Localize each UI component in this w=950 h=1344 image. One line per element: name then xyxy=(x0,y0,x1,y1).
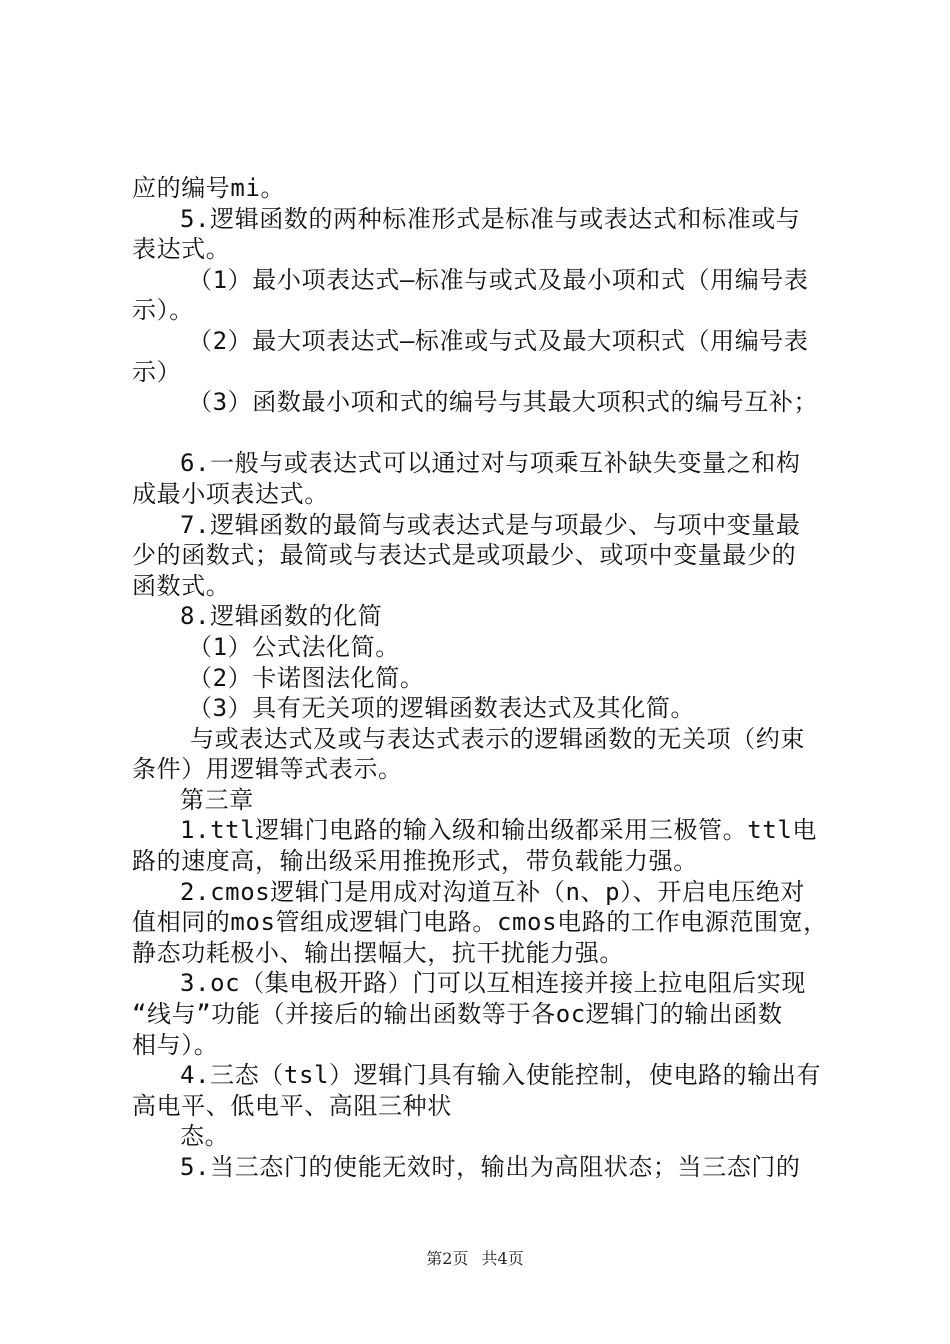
text-line: 3.oc（集电极开路）门可以互相连接并接上拉电阻后实现 xyxy=(180,969,806,998)
text-line: 6.一般与或表达式可以通过对与项乘互补缺失变量之和构 xyxy=(180,449,801,478)
text-line: 态。 xyxy=(180,1122,230,1151)
text-line: 相与）。 xyxy=(132,1030,219,1059)
text-line: 少的函数式；最简或与表达式是或项最少、或项中变量最少的 xyxy=(132,541,797,570)
text-line: （3）具有无关项的逻辑函数表达式及其化简。 xyxy=(188,694,696,723)
text-line: 条件）用逻辑等式表示。 xyxy=(132,755,403,784)
text-line: 2.cmos逻辑门是用成对沟道互补（n、p）、开启电压绝对 xyxy=(180,877,805,906)
text-line: （3）函数最小项和式的编号与其最大项积式的编号互补； xyxy=(188,388,819,417)
text-line: 与或表达式及或与表达式表示的逻辑函数的无关项（约束 xyxy=(190,724,805,753)
text-line: 7.逻辑函数的最简与或表达式是与项最少、与项中变量最 xyxy=(180,510,801,539)
text-line: 路的速度高，输出级采用推挽形式，带负载能力强。 xyxy=(132,847,698,876)
chapter-heading: 第三章 xyxy=(180,785,254,814)
text-line: 函数式。 xyxy=(132,571,231,600)
text-line: （1）公式法化简。 xyxy=(188,632,400,661)
text-line: （2）最大项表达式—标准或与式及最大项积式（用编号表 xyxy=(188,326,809,355)
text-line: 高电平、低电平、高阻三种状 xyxy=(132,1091,452,1120)
text-line: 示） xyxy=(132,357,182,386)
text-line: 5.当三态门的使能无效时，输出为高阻状态；当三态门的 xyxy=(180,1153,801,1181)
page-number: 第2页 xyxy=(426,1249,469,1268)
text-line: 成最小项表达式。 xyxy=(132,479,329,508)
page-footer xyxy=(0,1246,950,1269)
text-line: 静态功耗极小、输出摆幅大，抗干扰能力强。 xyxy=(132,938,624,967)
text-line: 值相同的mos管组成逻辑门电路。cmos电路的工作电源范围宽， xyxy=(132,908,828,937)
body-text xyxy=(132,173,842,1183)
page-total: 共4页 xyxy=(481,1249,524,1268)
blank-line xyxy=(132,418,842,449)
text-line: （1）最小项表达式—标准与或式及最小项和式（用编号表 xyxy=(188,265,809,294)
text-line: 8.逻辑函数的化简 xyxy=(180,602,383,631)
text-line: 示）。 xyxy=(132,296,194,325)
text-line: “线与”功能（并接后的输出函数等于各oc逻辑门的输出函数 xyxy=(132,1000,783,1029)
text-line: 4.三态（tsl）逻辑门具有输入使能控制，使电路的输出有 xyxy=(180,1061,822,1090)
text-line: 1.ttl逻辑门电路的输入级和输出级都采用三极管。ttl电 xyxy=(180,816,817,845)
text-line: 5.逻辑函数的两种标准形式是标准与或表达式和标准或与 xyxy=(180,204,801,233)
text-line: 表达式。 xyxy=(132,235,231,264)
text-line: 应的编号mi。 xyxy=(132,174,286,202)
text-line: （2）卡诺图法化简。 xyxy=(188,663,425,692)
